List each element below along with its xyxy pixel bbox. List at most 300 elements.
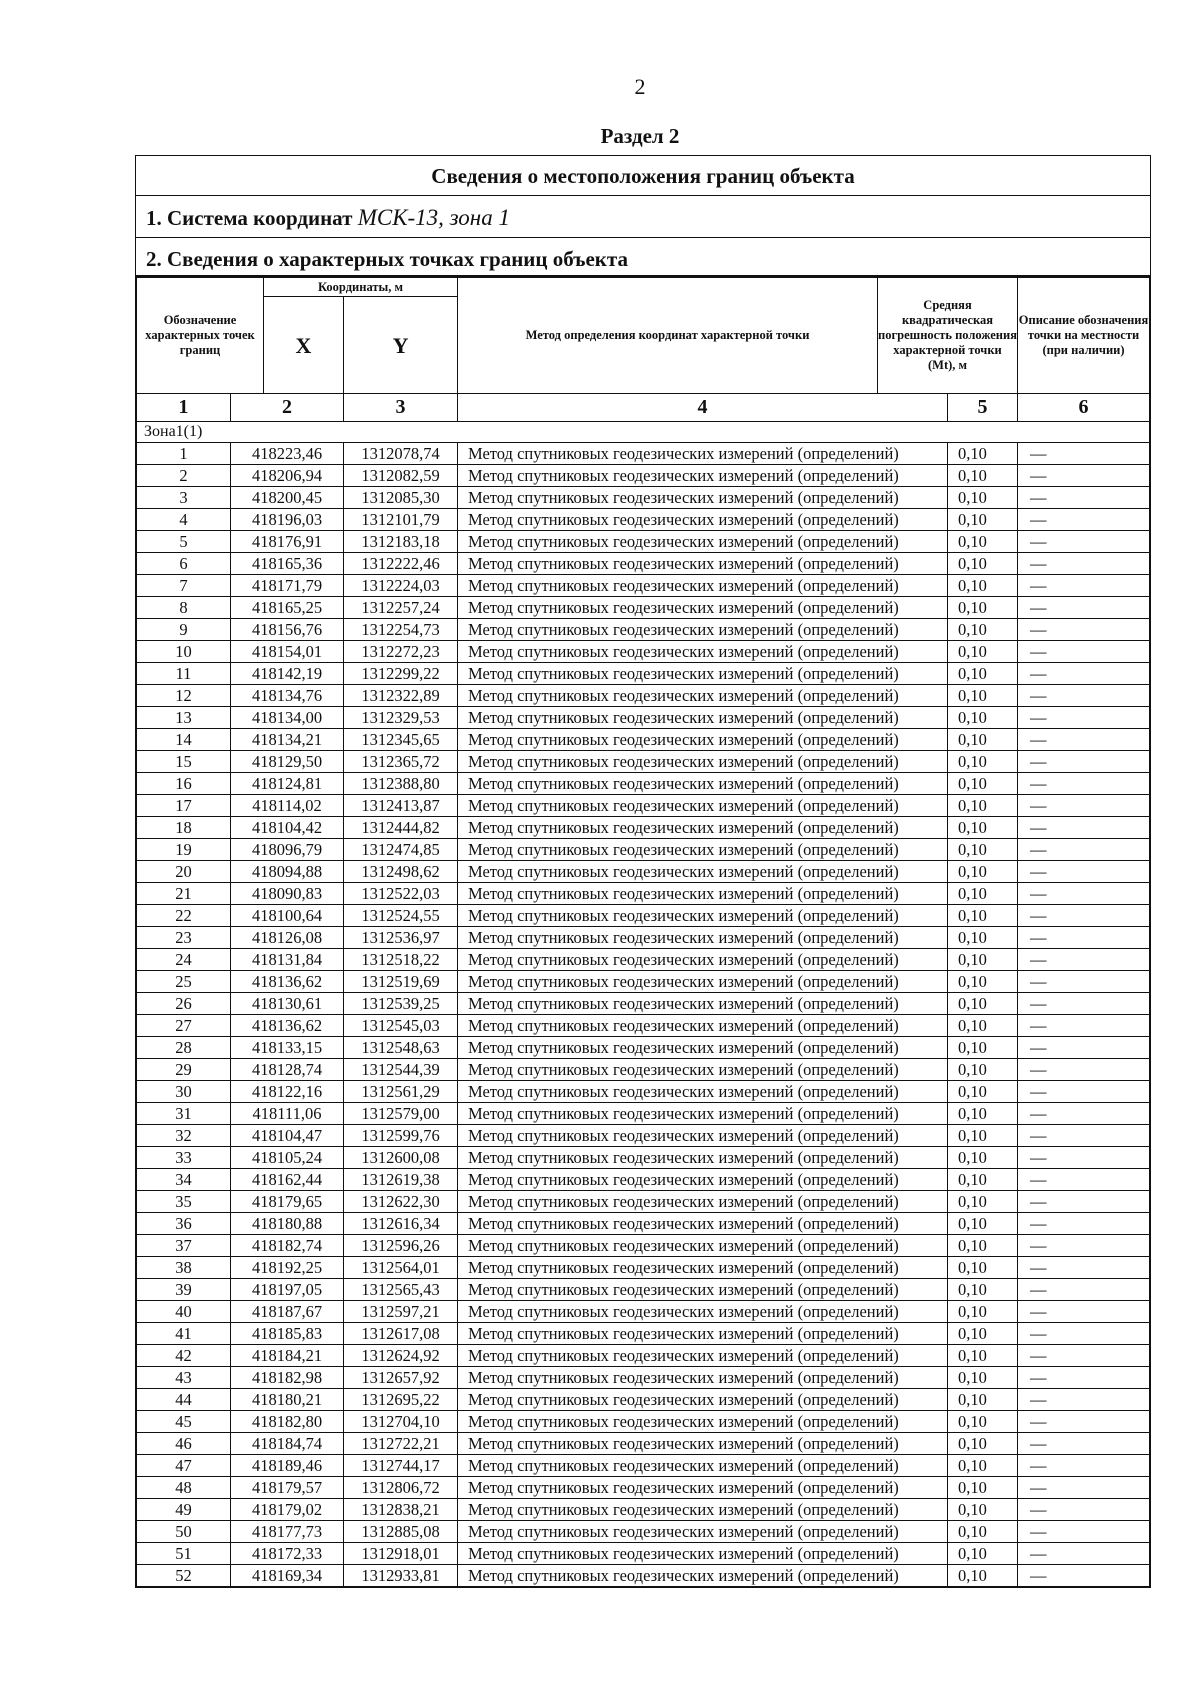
coord-y: 1312322,89 — [344, 685, 458, 707]
accuracy: 0,10 — [948, 1235, 1018, 1257]
coord-y: 1312522,03 — [344, 883, 458, 905]
method: Метод спутниковых геодезических измерений (определений) — [458, 1103, 948, 1125]
table-row — [137, 1191, 1150, 1213]
description: — — [1018, 1389, 1150, 1411]
accuracy: 0,10 — [948, 1389, 1018, 1411]
coord-y: 1312561,29 — [344, 1081, 458, 1103]
coord-x: 418182,80 — [231, 1411, 344, 1433]
description: — — [1018, 795, 1150, 817]
method: Метод спутниковых геодезических измерений (определений) — [458, 905, 948, 927]
method: Метод спутниковых геодезических измерений (определений) — [458, 487, 948, 509]
coord-x: 418223,46 — [231, 443, 344, 465]
coord-y: 1312565,43 — [344, 1279, 458, 1301]
method: Метод спутниковых геодезических измерений (определений) — [458, 707, 948, 729]
method: Метод спутниковых геодезических измерений (определений) — [458, 971, 948, 993]
description: — — [1018, 751, 1150, 773]
accuracy: 0,10 — [948, 1477, 1018, 1499]
coord-y: 1312596,26 — [344, 1235, 458, 1257]
point-number: 38 — [137, 1257, 231, 1279]
coord-x: 418200,45 — [231, 487, 344, 509]
coord-y: 1312544,39 — [344, 1059, 458, 1081]
method: Метод спутниковых геодезических измерений (определений) — [458, 773, 948, 795]
coord-y: 1312616,34 — [344, 1213, 458, 1235]
description: — — [1018, 1411, 1150, 1433]
method: Метод спутниковых геодезических измерений (определений) — [458, 1191, 948, 1213]
accuracy: 0,10 — [948, 1367, 1018, 1389]
method: Метод спутниковых геодезических измерений (определений) — [458, 1543, 948, 1565]
coord-y: 1312624,92 — [344, 1345, 458, 1367]
coord-x: 418187,67 — [231, 1301, 344, 1323]
method: Метод спутниковых геодезических измерений (определений) — [458, 1367, 948, 1389]
header-x: X — [264, 297, 344, 394]
accuracy: 0,10 — [948, 1565, 1018, 1587]
accuracy: 0,10 — [948, 575, 1018, 597]
point-number: 24 — [137, 949, 231, 971]
accuracy: 0,10 — [948, 1345, 1018, 1367]
table-row — [137, 465, 1150, 487]
method: Метод спутниковых геодезических измерений (определений) — [458, 1037, 948, 1059]
column-number-1: 1 — [137, 394, 231, 422]
coord-y: 1312579,00 — [344, 1103, 458, 1125]
description: — — [1018, 861, 1150, 883]
point-number: 49 — [137, 1499, 231, 1521]
method: Метод спутниковых геодезических измерений (определений) — [458, 619, 948, 641]
point-number: 3 — [137, 487, 231, 509]
accuracy: 0,10 — [948, 1279, 1018, 1301]
coord-x: 418134,00 — [231, 707, 344, 729]
accuracy: 0,10 — [948, 597, 1018, 619]
accuracy: 0,10 — [948, 1433, 1018, 1455]
column-number-4: 4 — [458, 394, 948, 422]
header-coords-group: Координаты, м — [264, 278, 458, 297]
coord-x: 418165,25 — [231, 597, 344, 619]
accuracy: 0,10 — [948, 751, 1018, 773]
column-number-5: 5 — [948, 394, 1018, 422]
method: Метод спутниковых геодезических измерений (определений) — [458, 1081, 948, 1103]
zone-label: Зона1(1) — [137, 422, 1150, 443]
coord-y: 1312365,72 — [344, 751, 458, 773]
point-number: 47 — [137, 1455, 231, 1477]
accuracy: 0,10 — [948, 861, 1018, 883]
description: — — [1018, 1301, 1150, 1323]
table-row — [137, 1059, 1150, 1081]
coord-y: 1312545,03 — [344, 1015, 458, 1037]
method: Метод спутниковых геодезических измерений (определений) — [458, 443, 948, 465]
point-number: 21 — [137, 883, 231, 905]
coord-y: 1312078,74 — [344, 443, 458, 465]
accuracy: 0,10 — [948, 707, 1018, 729]
description: — — [1018, 1169, 1150, 1191]
method: Метод спутниковых геодезических измерений (определений) — [458, 1257, 948, 1279]
coord-y: 1312838,21 — [344, 1499, 458, 1521]
point-number: 1 — [137, 443, 231, 465]
accuracy: 0,10 — [948, 619, 1018, 641]
column-number-3: 3 — [344, 394, 458, 422]
coord-y: 1312704,10 — [344, 1411, 458, 1433]
description: — — [1018, 509, 1150, 531]
table-row — [137, 927, 1150, 949]
method: Метод спутниковых геодезических измерений (определений) — [458, 1169, 948, 1191]
point-number: 40 — [137, 1301, 231, 1323]
method: Метод спутниковых геодезических измерений (определений) — [458, 641, 948, 663]
table-row — [137, 751, 1150, 773]
point-number: 14 — [137, 729, 231, 751]
table-row — [137, 1433, 1150, 1455]
point-number: 26 — [137, 993, 231, 1015]
coord-x: 418134,76 — [231, 685, 344, 707]
table-row — [137, 641, 1150, 663]
coord-y: 1312224,03 — [344, 575, 458, 597]
table-row — [137, 1125, 1150, 1147]
accuracy: 0,10 — [948, 1213, 1018, 1235]
description: — — [1018, 619, 1150, 641]
method: Метод спутниковых геодезических измерений (определений) — [458, 1301, 948, 1323]
point-number: 25 — [137, 971, 231, 993]
table-row — [137, 795, 1150, 817]
coord-y: 1312444,82 — [344, 817, 458, 839]
accuracy: 0,10 — [948, 531, 1018, 553]
points-table — [136, 277, 1150, 1587]
point-number: 4 — [137, 509, 231, 531]
point-number: 5 — [137, 531, 231, 553]
point-number: 12 — [137, 685, 231, 707]
description: — — [1018, 817, 1150, 839]
accuracy: 0,10 — [948, 553, 1018, 575]
coord-y: 1312413,87 — [344, 795, 458, 817]
coord-x: 418122,16 — [231, 1081, 344, 1103]
point-number: 48 — [137, 1477, 231, 1499]
table-row — [137, 1235, 1150, 1257]
coord-x: 418179,57 — [231, 1477, 344, 1499]
coord-y: 1312885,08 — [344, 1521, 458, 1543]
method: Метод спутниковых геодезических измерений (определений) — [458, 1147, 948, 1169]
accuracy: 0,10 — [948, 1169, 1018, 1191]
method: Метод спутниковых геодезических измерений (определений) — [458, 795, 948, 817]
method: Метод спутниковых геодезических измерений (определений) — [458, 1125, 948, 1147]
point-number: 18 — [137, 817, 231, 839]
method: Метод спутниковых геодезических измерений (определений) — [458, 751, 948, 773]
coord-x: 418185,83 — [231, 1323, 344, 1345]
method: Метод спутниковых геодезических измерений (определений) — [458, 575, 948, 597]
points-table-body — [137, 443, 1150, 1587]
accuracy: 0,10 — [948, 817, 1018, 839]
coord-y: 1312564,01 — [344, 1257, 458, 1279]
point-number: 13 — [137, 707, 231, 729]
method: Метод спутниковых геодезических измерений (определений) — [458, 1477, 948, 1499]
point-number: 22 — [137, 905, 231, 927]
coord-y: 1312599,76 — [344, 1125, 458, 1147]
accuracy: 0,10 — [948, 685, 1018, 707]
coord-x: 418130,61 — [231, 993, 344, 1015]
point-number: 39 — [137, 1279, 231, 1301]
coord-y: 1312536,97 — [344, 927, 458, 949]
point-number: 30 — [137, 1081, 231, 1103]
coord-x: 418177,73 — [231, 1521, 344, 1543]
method: Метод спутниковых геодезических измерений (определений) — [458, 553, 948, 575]
description: — — [1018, 905, 1150, 927]
coord-y: 1312524,55 — [344, 905, 458, 927]
description: — — [1018, 1059, 1150, 1081]
coord-x: 418133,15 — [231, 1037, 344, 1059]
method: Метод спутниковых геодезических измерений (определений) — [458, 663, 948, 685]
accuracy: 0,10 — [948, 971, 1018, 993]
description: — — [1018, 927, 1150, 949]
accuracy: 0,10 — [948, 795, 1018, 817]
point-number: 52 — [137, 1565, 231, 1587]
method: Метод спутниковых геодезических измерений (определений) — [458, 1499, 948, 1521]
point-number: 20 — [137, 861, 231, 883]
accuracy: 0,10 — [948, 729, 1018, 751]
boundary-table-frame — [135, 155, 1151, 1588]
coord-y: 1312101,79 — [344, 509, 458, 531]
method: Метод спутниковых геодезических измерений (определений) — [458, 993, 948, 1015]
table-row — [137, 1103, 1150, 1125]
coord-x: 418090,83 — [231, 883, 344, 905]
coord-y: 1312498,62 — [344, 861, 458, 883]
table-row — [137, 1213, 1150, 1235]
description: — — [1018, 1367, 1150, 1389]
header-row-1 — [137, 278, 1150, 297]
coord-x: 418128,74 — [231, 1059, 344, 1081]
method: Метод спутниковых геодезических измерений (определений) — [458, 509, 948, 531]
column-number-2: 2 — [231, 394, 344, 422]
description: — — [1018, 1015, 1150, 1037]
point-number: 41 — [137, 1323, 231, 1345]
coord-y: 1312744,17 — [344, 1455, 458, 1477]
accuracy: 0,10 — [948, 1499, 1018, 1521]
accuracy: 0,10 — [948, 443, 1018, 465]
description: — — [1018, 1521, 1150, 1543]
table-row — [137, 817, 1150, 839]
method: Метод спутниковых геодезических измерений (определений) — [458, 465, 948, 487]
method: Метод спутниковых геодезических измерений (определений) — [458, 949, 948, 971]
table-row — [137, 597, 1150, 619]
coord-x: 418179,02 — [231, 1499, 344, 1521]
coord-y: 1312272,23 — [344, 641, 458, 663]
accuracy: 0,10 — [948, 927, 1018, 949]
coord-y: 1312918,01 — [344, 1543, 458, 1565]
table-row — [137, 1257, 1150, 1279]
table-row — [137, 1565, 1150, 1587]
coord-x: 418134,21 — [231, 729, 344, 751]
description: — — [1018, 1345, 1150, 1367]
coord-system-value: МСК-13, зона 1 — [357, 205, 510, 230]
coord-x: 418180,21 — [231, 1389, 344, 1411]
coord-y: 1312329,53 — [344, 707, 458, 729]
points-title: 2. Сведения о характерных точках границ объекта — [136, 238, 1150, 277]
coord-x: 418142,19 — [231, 663, 344, 685]
accuracy: 0,10 — [948, 465, 1018, 487]
point-number: 28 — [137, 1037, 231, 1059]
coord-y: 1312806,72 — [344, 1477, 458, 1499]
method: Метод спутниковых геодезических измерений (определений) — [458, 1059, 948, 1081]
description: — — [1018, 729, 1150, 751]
table-row — [137, 1367, 1150, 1389]
method: Метод спутниковых геодезических измерений (определений) — [458, 1411, 948, 1433]
coord-x: 418176,91 — [231, 531, 344, 553]
table-row — [137, 949, 1150, 971]
point-number: 15 — [137, 751, 231, 773]
point-number: 16 — [137, 773, 231, 795]
table-row — [137, 443, 1150, 465]
point-number: 11 — [137, 663, 231, 685]
table-row — [137, 487, 1150, 509]
coord-x: 418182,74 — [231, 1235, 344, 1257]
table-row — [137, 839, 1150, 861]
description: — — [1018, 1433, 1150, 1455]
description: — — [1018, 1565, 1150, 1587]
coord-x: 418114,02 — [231, 795, 344, 817]
coord-y: 1312257,24 — [344, 597, 458, 619]
coord-y: 1312183,18 — [344, 531, 458, 553]
description: — — [1018, 883, 1150, 905]
method: Метод спутниковых геодезических измерений (определений) — [458, 597, 948, 619]
table-title: Сведения о местоположения границ объекта — [136, 156, 1150, 196]
header-y: Y — [344, 297, 458, 394]
description: — — [1018, 553, 1150, 575]
description: — — [1018, 597, 1150, 619]
table-row — [137, 861, 1150, 883]
description: — — [1018, 1147, 1150, 1169]
accuracy: 0,10 — [948, 949, 1018, 971]
accuracy: 0,10 — [948, 663, 1018, 685]
method: Метод спутниковых геодезических измерений (определений) — [458, 839, 948, 861]
point-number: 35 — [137, 1191, 231, 1213]
method: Метод спутниковых геодезических измерений (определений) — [458, 883, 948, 905]
point-number: 51 — [137, 1543, 231, 1565]
method: Метод спутниковых геодезических измерений (определений) — [458, 927, 948, 949]
zone-row — [137, 422, 1150, 443]
coord-y: 1312222,46 — [344, 553, 458, 575]
description: — — [1018, 1037, 1150, 1059]
point-number: 2 — [137, 465, 231, 487]
accuracy: 0,10 — [948, 1081, 1018, 1103]
coord-x: 418172,33 — [231, 1543, 344, 1565]
accuracy: 0,10 — [948, 1059, 1018, 1081]
accuracy: 0,10 — [948, 1301, 1018, 1323]
coord-y: 1312082,59 — [344, 465, 458, 487]
description: — — [1018, 1323, 1150, 1345]
description: — — [1018, 465, 1150, 487]
coord-x: 418165,36 — [231, 553, 344, 575]
description: — — [1018, 443, 1150, 465]
description: — — [1018, 685, 1150, 707]
table-row — [137, 531, 1150, 553]
description: — — [1018, 1103, 1150, 1125]
accuracy: 0,10 — [948, 905, 1018, 927]
point-number: 50 — [137, 1521, 231, 1543]
table-row — [137, 1147, 1150, 1169]
coord-x: 418162,44 — [231, 1169, 344, 1191]
point-number: 10 — [137, 641, 231, 663]
point-number: 27 — [137, 1015, 231, 1037]
accuracy: 0,10 — [948, 1521, 1018, 1543]
table-row — [137, 1477, 1150, 1499]
method: Метод спутниковых геодезических измерений (определений) — [458, 1015, 948, 1037]
accuracy: 0,10 — [948, 1147, 1018, 1169]
table-row — [137, 1455, 1150, 1477]
table-row — [137, 1521, 1150, 1543]
coord-y: 1312474,85 — [344, 839, 458, 861]
description: — — [1018, 949, 1150, 971]
method: Метод спутниковых геодезических измерений (определений) — [458, 531, 948, 553]
description: — — [1018, 971, 1150, 993]
coord-y: 1312299,22 — [344, 663, 458, 685]
description: — — [1018, 1191, 1150, 1213]
section-title: Раздел 2 — [600, 124, 680, 148]
description: — — [1018, 663, 1150, 685]
accuracy: 0,10 — [948, 1037, 1018, 1059]
point-number: 33 — [137, 1147, 231, 1169]
header-description: Описание обозначения точки на местности (при наличии) — [1018, 278, 1150, 394]
coord-x: 418169,34 — [231, 1565, 344, 1587]
coord-system-line — [136, 196, 1150, 238]
page-number: 2 — [634, 74, 646, 99]
method: Метод спутниковых геодезических измерений (определений) — [458, 1323, 948, 1345]
point-number: 44 — [137, 1389, 231, 1411]
accuracy: 0,10 — [948, 1015, 1018, 1037]
column-numbers-row — [137, 394, 1150, 422]
coord-y: 1312597,21 — [344, 1301, 458, 1323]
method: Метод спутниковых геодезических измерений (определений) — [458, 817, 948, 839]
coord-x: 418184,74 — [231, 1433, 344, 1455]
accuracy: 0,10 — [948, 839, 1018, 861]
table-row — [137, 905, 1150, 927]
table-row — [137, 575, 1150, 597]
method: Метод спутниковых геодезических измерений (определений) — [458, 1389, 948, 1411]
coord-y: 1312388,80 — [344, 773, 458, 795]
coord-y: 1312622,30 — [344, 1191, 458, 1213]
coord-y: 1312933,81 — [344, 1565, 458, 1587]
coord-x: 418136,62 — [231, 971, 344, 993]
description: — — [1018, 1257, 1150, 1279]
description: — — [1018, 1279, 1150, 1301]
point-number: 46 — [137, 1433, 231, 1455]
coord-x: 418096,79 — [231, 839, 344, 861]
coord-y: 1312539,25 — [344, 993, 458, 1015]
point-number: 43 — [137, 1367, 231, 1389]
coord-system-label: 1. Система координат — [146, 206, 353, 230]
coord-x: 418196,03 — [231, 509, 344, 531]
description: — — [1018, 993, 1150, 1015]
method: Метод спутниковых геодезических измерений (определений) — [458, 1279, 948, 1301]
accuracy: 0,10 — [948, 1103, 1018, 1125]
table-row — [137, 1081, 1150, 1103]
coord-x: 418104,42 — [231, 817, 344, 839]
table-row — [137, 971, 1150, 993]
method: Метод спутниковых геодезических измерений (определений) — [458, 861, 948, 883]
point-number: 17 — [137, 795, 231, 817]
method: Метод спутниковых геодезических измерений (определений) — [458, 1213, 948, 1235]
table-row — [137, 1389, 1150, 1411]
header-accuracy: Средняя квадратическая погрешность положения характерной точки (Mt), м — [878, 278, 1018, 394]
method: Метод спутниковых геодезических измерений (определений) — [458, 1521, 948, 1543]
accuracy: 0,10 — [948, 1543, 1018, 1565]
point-number: 34 — [137, 1169, 231, 1191]
table-row — [137, 619, 1150, 641]
coord-x: 418126,08 — [231, 927, 344, 949]
table-row — [137, 1169, 1150, 1191]
accuracy: 0,10 — [948, 1125, 1018, 1147]
accuracy: 0,10 — [948, 487, 1018, 509]
coord-x: 418180,88 — [231, 1213, 344, 1235]
coord-x: 418179,65 — [231, 1191, 344, 1213]
method: Метод спутниковых геодезических измерений (определений) — [458, 1345, 948, 1367]
description: — — [1018, 1455, 1150, 1477]
accuracy: 0,10 — [948, 641, 1018, 663]
point-number: 42 — [137, 1345, 231, 1367]
table-row — [137, 1015, 1150, 1037]
